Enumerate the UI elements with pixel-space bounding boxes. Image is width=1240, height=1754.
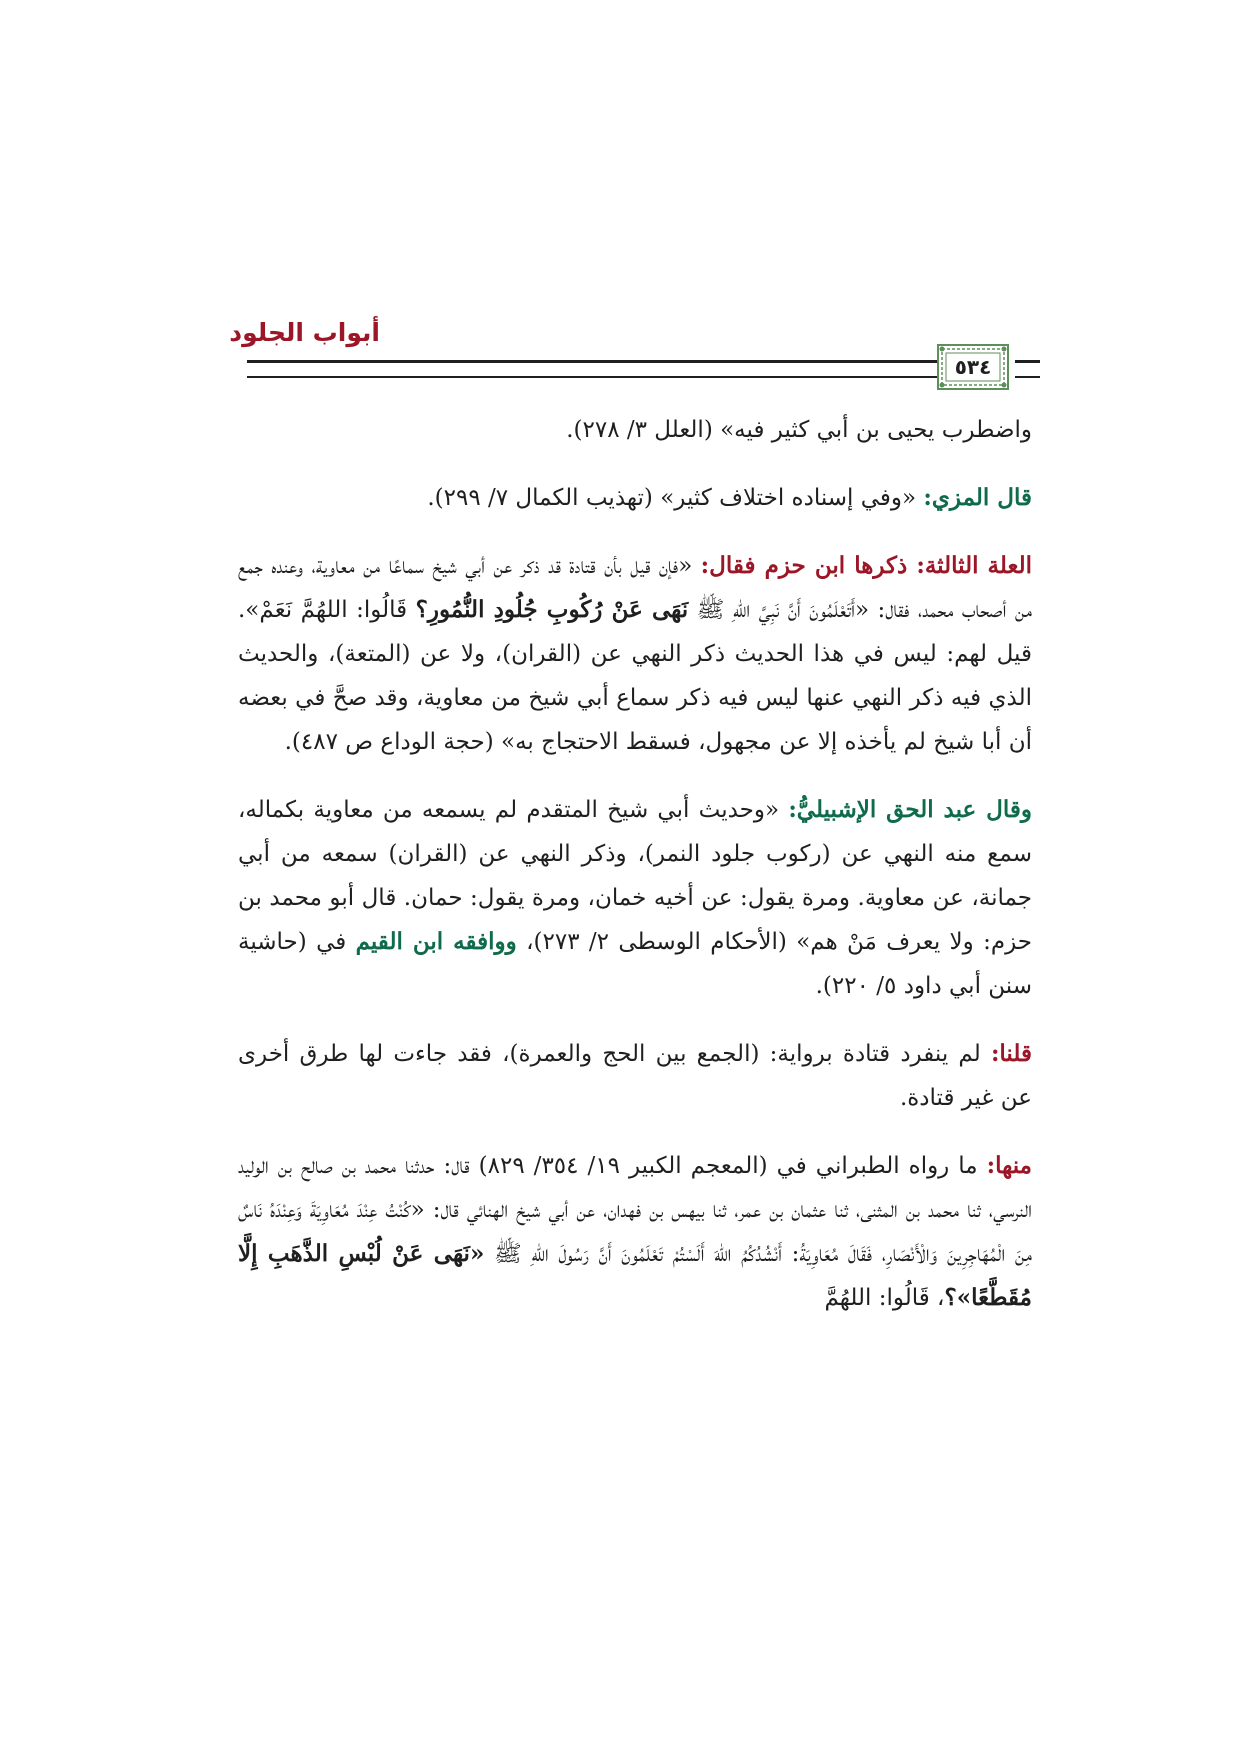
paragraph-text: قَالُوا: اللهُمَّ نَعَمْ». قيل لهم: ليس في هذا الحديث ذكر النهي عن (القران)، ولا عن (المتعة)، والحديث الذي فيه ذكر النهي عنها ليس فيه ذكر سماع أبي شيخ من معاوية، وقد صحَّ في بعضه أن أبا شيخ لم يأخذه إلا عن مجهول، فسقط الاحتجاج به» (حجة الوداع ص ٤٨٧). — [238, 597, 1032, 755]
paragraph-4 — [238, 788, 1032, 1008]
paragraph-text: لم ينفرد قتادة برواية: (الجمع بين الحج والعمرة)، فقد جاءت لها طرق أخرى عن غير قتادة. — [238, 1041, 1032, 1111]
speaker-label: وقال عبد الحق الإشبيليُّ: — [788, 796, 1032, 823]
paragraph-text: «وفي إسناده اختلاف كثير» (تهذيب الكمال ٧/ ٢٩٩). — [427, 485, 924, 511]
chapter-title: أبواب الجلود — [229, 318, 380, 347]
paragraph-2 — [238, 476, 1032, 520]
paragraph-5 — [238, 1032, 1032, 1120]
header-rule — [247, 360, 1006, 378]
header-rule-stub — [1015, 360, 1040, 378]
paragraph-text: ما رواه الطبراني في (المعجم الكبير ١٩/ ٣٥٤/ ٨٢٩) قال: حدثنا محمد بن صالح بن الوليد النرسي، ثنا محمد بن المثنى، ثنا عثمان بن عمر، ثنا بيهس بن فهدان، عن أبي شيخ الهنائي قال: «كُنْتُ عِنْدَ مُعَاوِيَةَ وَعِنْدَهُ نَاسٌ مِنَ الْمُهَاجِرِينَ وَالْأَنْصَارِ، فَقَالَ مُعَاوِيَةُ: أَنْشُدُكُمُ اللهَ أَلَسْتُمْ تَعْلَمُونَ أَنَّ رَسُولَ اللهِ ﷺ — [238, 1153, 1032, 1267]
hadith-emphasis: نَهَى عَنْ رُكُوبِ جُلُودِ النُّمُورِ؟ — [415, 596, 689, 623]
section-label: منها: — [986, 1152, 1033, 1179]
paragraph-text: «فإن قيل بأن قتادة قد ذكر عن أبي شيخ سماعًا من معاوية، وعنده جمع من أصحاب محمد، فقال: «أَتَعْلَمُونَ أَنَّ نَبِيَّ اللهِ ﷺ — [238, 553, 1032, 623]
paragraph-text: «وحديث أبي شيخ المتقدم لم يسمعه من معاوية بكماله، سمع منه النهي عن (ركوب جلود النمر)، وذكر النهي عن (القران) سمعه من أبي جمانة، عن معاوية. ومرة يقول: عن أخيه خمان، ومرة يقول: حمان. قال أبو محمد بن حزم: ولا يعرف مَنْ هم» (الأحكام الوسطى ٢/ ٢٧٣)، — [238, 797, 1033, 955]
paragraph-6 — [238, 1144, 1032, 1320]
section-label: قلنا: — [990, 1040, 1032, 1067]
speaker-label: ووافقه ابن القيم — [355, 928, 517, 955]
paragraph-1 — [238, 408, 1032, 452]
paragraph-text: واضطرب يحيى بن أبي كثير فيه» (العلل ٣/ ٢٧٨). — [566, 417, 1032, 443]
paragraph-3 — [238, 544, 1032, 764]
speaker-label: قال المزي: — [923, 484, 1032, 511]
page-number: ٥٣٤ — [954, 355, 992, 379]
main-text — [238, 408, 1032, 1344]
section-label: العلة الثالثة: ذكرها ابن حزم فقال: — [700, 552, 1032, 579]
hadith-emphasis: «نَهَى عَنْ لُبْسِ الذَّهَبِ إِلَّا مُقَطَّعًا»؟ — [238, 1240, 1032, 1311]
paragraph-text: ، قَالُوا: اللهُمَّ — [824, 1285, 945, 1311]
page-number-badge — [937, 344, 1009, 390]
paragraph-text: في (حاشية سنن أبي داود ٥/ ٢٢٠). — [238, 929, 1032, 999]
